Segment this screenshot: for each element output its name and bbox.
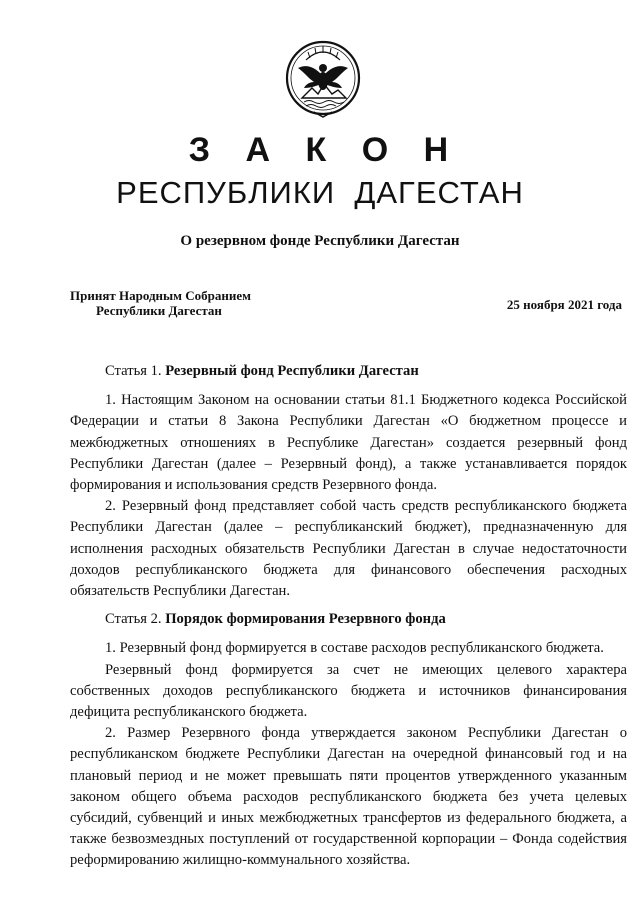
article-1-heading	[70, 361, 627, 382]
article-2-paragraph-3: 2. Размер Резервного фонда утверждается законом Республики Дагестан о республиканском бюджете Республики Дагестан на очередной финансовый год и на плановый период и не может превышать пяти процентов утвержденного указанным законом общего объема расходов республиканского бюджета без учета целевых субсидий, субвенций и иных межбюджетных трансфертов из федерального бюджета, а также безвозмездных поступлений от государственной корпорации – Фонда содействия реформированию жилищно-коммунального хозяйства.	[70, 725, 627, 869]
law-word: З А К О Н	[188, 131, 462, 169]
article-1-paragraph-2: 2. Резервный фонд представляет собой часть средств республиканского бюджета Республики Дагестан (далее – республиканский бюджет), предназначенную для исполнения расходных обязательств Республики Дагестан в случае недостаточности доходов республиканского бюджета для финансового обеспечения расходных обязательств Республики Дагестан.	[70, 498, 627, 600]
article-2-prefix: Статья 2.	[105, 611, 166, 628]
adoption-date: 25 ноября 2021 года	[506, 297, 622, 312]
dagestan-coat-of-arms-icon	[284, 38, 362, 120]
republic-name: РЕСПУБЛИКИ ДАГЕСТАН	[116, 175, 524, 210]
law-title: О резервном фонде Республики Дагестан	[180, 233, 460, 249]
article-2-paragraph-1: 1. Резервный фонд формируется в составе расходов республиканского бюджета.	[105, 640, 604, 657]
adoption-line-1: Принят Народным Собранием	[70, 288, 252, 303]
article-2-paragraph-2: Резервный фонд формируется за счет не имеющих целевого характера собственных доходов республиканского бюджета и источников финансирования дефицита республиканского бюджета.	[70, 661, 627, 721]
adoption-info	[70, 288, 251, 318]
article-1-paragraph-1: 1. Настоящим Законом на основании статьи 81.1 Бюджетного кодекса Российской Федерации и статьи 8 Закона Республики Дагестан «О бюджетном процессе и межбюджетных отношениях в Республике Дагестан» создается резервный фонд Республики Дагестан (далее – Резервный фонд), а также устанавливается порядок формирования и использования средств Резервного фонда.	[70, 392, 627, 494]
article-1-prefix: Статья 1.	[105, 363, 166, 379]
article-2-heading	[70, 609, 627, 630]
article-2-title: Порядок формирования Резервного фонда	[165, 611, 446, 628]
article-1-title: Резервный фонд Республики Дагестан	[165, 363, 419, 379]
adoption-line-2: Республики Дагестан	[96, 303, 222, 318]
law-body	[70, 361, 627, 872]
